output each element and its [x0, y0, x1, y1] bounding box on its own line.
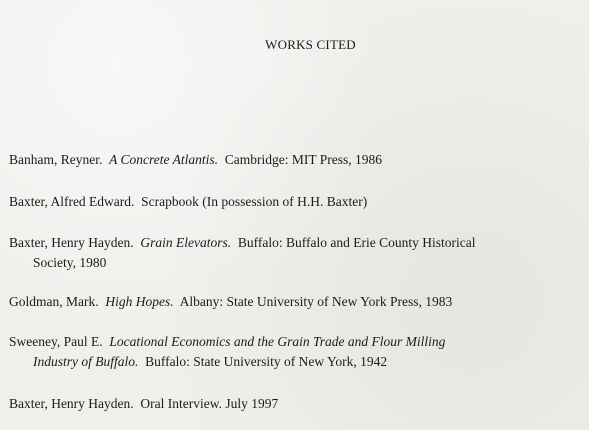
- citation-details: Buffalo: Buffalo and Erie County Historical: [237, 235, 476, 250]
- citation-author: Sweeney, Paul E.: [9, 334, 103, 349]
- citation-entry: [9, 150, 581, 170]
- citation-author: Banham, Reyner.: [9, 152, 103, 167]
- citation-work-title: Grain Elevators.: [140, 235, 232, 250]
- citation-continuation: Society, 1980: [33, 255, 107, 270]
- citation-author: Baxter, Henry Hayden.: [9, 396, 134, 411]
- citation-details: Oral Interview. July 1997: [140, 396, 279, 411]
- citation-details: Cambridge: MIT Press, 1986: [224, 152, 382, 167]
- citation-author: Goldman, Mark.: [9, 294, 99, 309]
- citation-entry: [9, 233, 581, 273]
- citation-entry: [9, 292, 581, 312]
- citation-work-title: High Hopes.: [105, 294, 174, 309]
- citation-details: Buffalo: State University of New York, 1942: [145, 354, 388, 369]
- citation-entry: [9, 394, 581, 414]
- citation-entry: [9, 192, 581, 212]
- citation-details: Albany: State University of New York Press, 1983: [179, 294, 453, 309]
- citation-work-title: A Concrete Atlantis.: [109, 152, 218, 167]
- citation-entry: [9, 332, 581, 372]
- citation-details: Scrapbook (In possession of H.H. Baxter): [141, 194, 368, 209]
- citation-author: Baxter, Henry Hayden.: [9, 235, 134, 250]
- page-title: WORKS CITED: [265, 37, 356, 52]
- citation-continuation: [9, 352, 581, 372]
- citation-work-title-continued: Industry of Buffalo.: [33, 354, 139, 369]
- citation-author: Baxter, Alfred Edward.: [9, 194, 135, 209]
- citation-work-title: Locational Economics and the Grain Trade and Flour Milling: [109, 334, 446, 349]
